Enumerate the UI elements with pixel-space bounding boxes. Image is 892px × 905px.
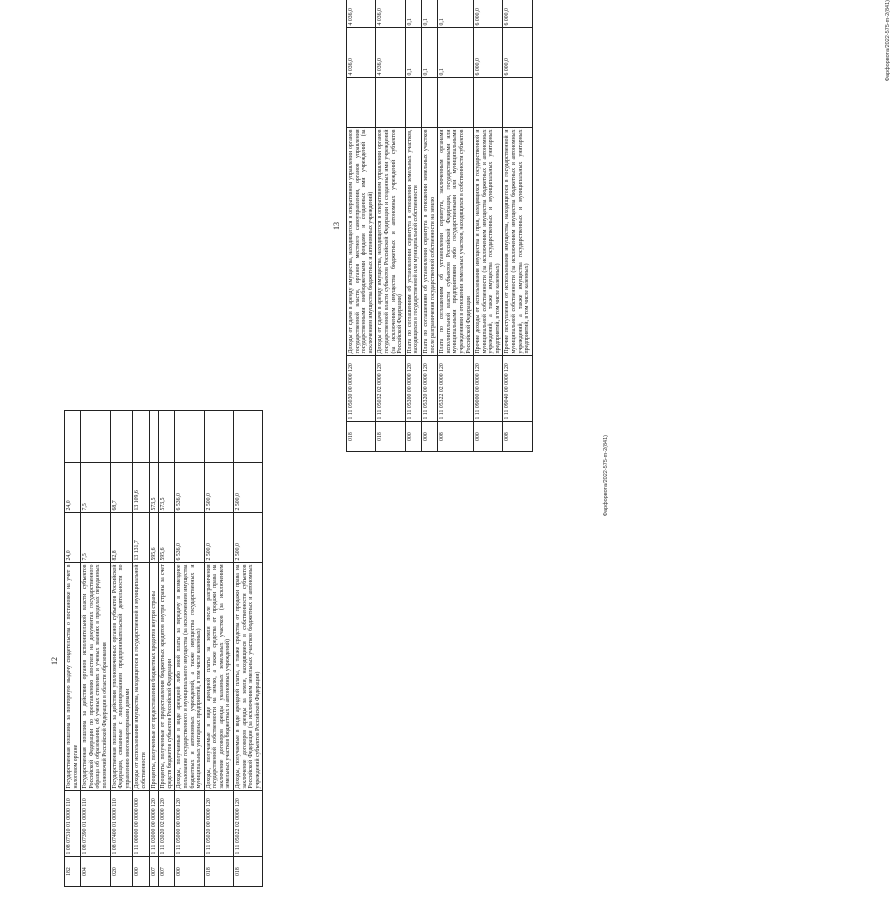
admin-code-cell: 008 xyxy=(438,422,474,452)
budget-code-cell: 1 08 07310 01 0000 110 xyxy=(65,791,81,857)
budget-code-cell: 1 11 05300 00 0000 120 xyxy=(405,356,421,422)
budget-code-cell: 1 11 03000 00 0000 120 xyxy=(149,791,159,857)
amount-cell: 13 109,6 xyxy=(133,463,149,513)
revenue-name-cell: Государственная пошлина за действия уполномоченных органов субъектов Российской Федерации, связанные с лицензированием предпринимательской деятельности по управлению многоквартирными домами xyxy=(110,563,133,791)
budget-code-cell: 1 11 05032 02 0000 120 xyxy=(376,356,405,422)
table-row xyxy=(149,411,159,887)
amount-cell: 0,1 xyxy=(405,28,421,78)
table-row xyxy=(133,411,149,887)
amount-cell: 4 036,0 xyxy=(347,28,376,78)
amount-cell: 2 500,0 xyxy=(204,513,233,563)
amount-cell xyxy=(474,78,503,128)
amount-cell xyxy=(438,78,474,128)
admin-code-cell: 000 xyxy=(175,857,204,887)
amount-cell: 6 000,0 xyxy=(503,0,532,28)
admin-code-cell: 000 xyxy=(474,422,503,452)
amount-cell xyxy=(204,411,233,463)
revenue-table xyxy=(64,410,263,887)
budget-code-cell: 1 11 05020 00 0000 120 xyxy=(204,791,233,857)
document-footer: Фарфорвотa/2022-575-m-2(841) xyxy=(603,435,609,517)
amount-cell xyxy=(81,411,110,463)
budget-code-cell: 1 11 05030 00 0000 120 xyxy=(347,356,376,422)
revenue-table xyxy=(346,0,533,452)
amount-cell: 6 000,0 xyxy=(503,28,532,78)
budget-code-cell: 1 11 05320 00 0000 120 xyxy=(421,356,437,422)
revenue-name-cell: Доходы от использования имущества, находящегося в государственной и муниципальной собственности xyxy=(133,563,149,791)
revenue-name-cell: Доходы от сдачи в аренду имущества, находящегося в оперативном управлении органов государственной власти, органов местного самоуправления, органов управления государственными внебюджетными фондами и созданных ими учреждений (за исключением имущества бюджетных и автономных учреждений) xyxy=(347,128,376,356)
table-row xyxy=(438,0,474,452)
page-number: 13 xyxy=(332,222,341,230)
amount-cell: 7,5 xyxy=(81,513,110,563)
table-row xyxy=(405,0,421,452)
revenue-name-cell: Доходы от сдачи в аренду имущества, находящегося в оперативном управлении органов государственной власти субъектов Российской Федерации и созданных ими учреждений (за исключением имущества бюджетных и автономных учреждений субъектов Российской Федерации) xyxy=(376,128,405,356)
budget-code-cell: 1 08 07400 01 0000 110 xyxy=(110,791,133,857)
budget-code-cell: 1 11 05000 00 0000 120 xyxy=(175,791,204,857)
table-row xyxy=(159,411,175,887)
revenue-name-cell: Проценты, полученные от предоставления бюджетных кредитов внутри страны за счет средств бюджетов субъектов Российской Федерации xyxy=(159,563,175,791)
amount-cell: 573,5 xyxy=(159,463,175,513)
amount-cell: 0,1 xyxy=(405,0,421,28)
budget-code-cell: 1 11 00000 00 0000 000 xyxy=(133,791,149,857)
amount-cell xyxy=(159,411,175,463)
amount-cell: 4 036,0 xyxy=(376,28,405,78)
amount-cell: 573,5 xyxy=(149,463,159,513)
admin-code-cell: 018 xyxy=(204,857,233,887)
amount-cell: 4 036,0 xyxy=(376,0,405,28)
table-row xyxy=(474,0,503,452)
amount-cell: 2 500,0 xyxy=(234,463,263,513)
admin-code-cell: 020 xyxy=(110,857,133,887)
revenue-name-cell: Проценты, полученные от предоставления бюджетных кредитов внутри страны xyxy=(149,563,159,791)
admin-code-cell: 000 xyxy=(405,422,421,452)
revenue-name-cell: Плата по соглашениям об установлении сервитута в отношении земельных участков после разграничения государственной собственности на землю xyxy=(421,128,437,356)
revenue-name-cell: Прочие поступления от использования имущества, находящегося в государственной и муниципальной собственности (за исключением имущества бюджетных и автономных учреждений, а также имущества государственных и муниципальных унитарных предприятий, в том числе казенных) xyxy=(503,128,532,356)
admin-code-cell: 000 xyxy=(421,422,437,452)
admin-code-cell: 018 xyxy=(376,422,405,452)
amount-cell xyxy=(175,411,204,463)
admin-code-cell: 018 xyxy=(347,422,376,452)
table-row xyxy=(503,0,532,452)
table-row xyxy=(234,411,263,887)
revenue-name-cell: Прочие доходы от использования имущества и прав, находящихся в государственной и муниципальной собственности (за исключением имущества бюджетных и автономных учреждений, а также имущества государственных и муниципальных унитарных предприятий, в том числе казенных) xyxy=(474,128,503,356)
amount-cell xyxy=(347,78,376,128)
budget-code-cell: 1 11 09000 00 0000 120 xyxy=(474,356,503,422)
admin-code-cell: 007 xyxy=(149,857,159,887)
admin-code-cell: 018 xyxy=(234,857,263,887)
amount-cell: 0,1 xyxy=(438,0,474,28)
revenue-name-cell: Плата по соглашениям об установлении сервитута в отношении земельных участков, находящихся в государственной или муниципальной собственности xyxy=(405,128,421,356)
amount-cell: 6 000,0 xyxy=(474,28,503,78)
amount-cell: 2 500,0 xyxy=(234,513,263,563)
admin-code-cell: 007 xyxy=(159,857,175,887)
amount-cell: 595,6 xyxy=(159,513,175,563)
revenue-name-cell: Доходы, получаемые в виде арендной платы за земли после разграничения государственной собственности на землю, а также средства от продажи права на заключение договоров аренды указанных земельных участков (за исключением земельных участков бюджетных и автономных учреждений) xyxy=(204,563,233,791)
amount-cell: 6 536,0 xyxy=(175,463,204,513)
admin-code-cell: 004 xyxy=(81,857,110,887)
page-13 xyxy=(332,0,892,452)
budget-code-cell: 1 11 09040 00 0000 120 xyxy=(503,356,532,422)
budget-code-cell: 1 08 07390 01 0000 110 xyxy=(81,791,110,857)
amount-cell xyxy=(234,411,263,463)
amount-cell: 0,1 xyxy=(438,28,474,78)
document-footer: Фарфорвотa/2022-575-m-2(841) xyxy=(885,0,891,82)
budget-code-cell: 1 11 03020 02 0000 120 xyxy=(159,791,175,857)
table-row xyxy=(421,0,437,452)
amount-cell: 2 500,0 xyxy=(204,463,233,513)
table-row xyxy=(110,411,133,887)
admin-code-cell: 000 xyxy=(133,857,149,887)
amount-cell: 24,0 xyxy=(65,513,81,563)
admin-code-cell: 182 xyxy=(65,857,81,887)
amount-cell: 6 000,0 xyxy=(474,0,503,28)
amount-cell xyxy=(133,411,149,463)
amount-cell: 0,1 xyxy=(421,0,437,28)
table-row xyxy=(65,411,81,887)
table-row xyxy=(175,411,204,887)
amount-cell: 0,1 xyxy=(421,28,437,78)
revenue-name-cell: Доходы, получаемые в виде арендной либо иной платы за передачу в возмездное пользование государственного и муниципального имущества (за исключением имущества бюджетных и автономных учреждений, а также имущества государственных и муниципальных унитарных предприятий, в том числе казенных) xyxy=(175,563,204,791)
table-row xyxy=(347,0,376,452)
amount-cell: 6 536,0 xyxy=(175,513,204,563)
amount-cell xyxy=(503,78,532,128)
revenue-name-cell: Государственная пошлина за действия органов исполнительной власти субъектов Российской Федерации по проставлению апостиля на документах государственного образца об образовании, об ученых степенях и ученых званиях в пределах переданных полномочий Российской Федерации в области образования xyxy=(81,563,110,791)
amount-cell: 82,8 xyxy=(110,513,133,563)
admin-code-cell: 008 xyxy=(503,422,532,452)
page-12 xyxy=(50,435,610,887)
table-row xyxy=(204,411,233,887)
amount-cell: 7,5 xyxy=(81,463,110,513)
amount-cell xyxy=(65,411,81,463)
amount-cell: 13 131,7 xyxy=(133,513,149,563)
budget-code-cell: 1 11 05322 02 0000 120 xyxy=(438,356,474,422)
amount-cell xyxy=(149,411,159,463)
amount-cell xyxy=(405,78,421,128)
table-row xyxy=(81,411,110,887)
amount-cell: 595,6 xyxy=(149,513,159,563)
amount-cell: 24,0 xyxy=(65,463,81,513)
amount-cell: 68,7 xyxy=(110,463,133,513)
budget-code-cell: 1 11 05022 02 0000 120 xyxy=(234,791,263,857)
amount-cell: 4 036,0 xyxy=(347,0,376,28)
amount-cell xyxy=(376,78,405,128)
page-number: 12 xyxy=(50,657,59,665)
amount-cell xyxy=(110,411,133,463)
revenue-name-cell: Государственная пошлина за повторную выдачу свидетельства о постановке на учет в налоговом органе xyxy=(65,563,81,791)
amount-cell xyxy=(421,78,437,128)
revenue-name-cell: Доходы, получаемые в виде арендной платы, а также средства от продажи права на заключение договоров аренды за земли, находящиеся в собственности субъектов Российской Федерации (за исключением земельных участков бюджетных и автономных учреждений субъектов Российской Федерации) xyxy=(234,563,263,791)
table-row xyxy=(376,0,405,452)
revenue-name-cell: Плата по соглашениям об установлении сервитута, заключенным органами исполнительной власти субъектов Российской Федерации, государственными или муниципальными предприятиями либо государственными или муниципальными учреждениями в отношении земельных участков, находящихся в собственности субъектов Российской Федерации xyxy=(438,128,474,356)
